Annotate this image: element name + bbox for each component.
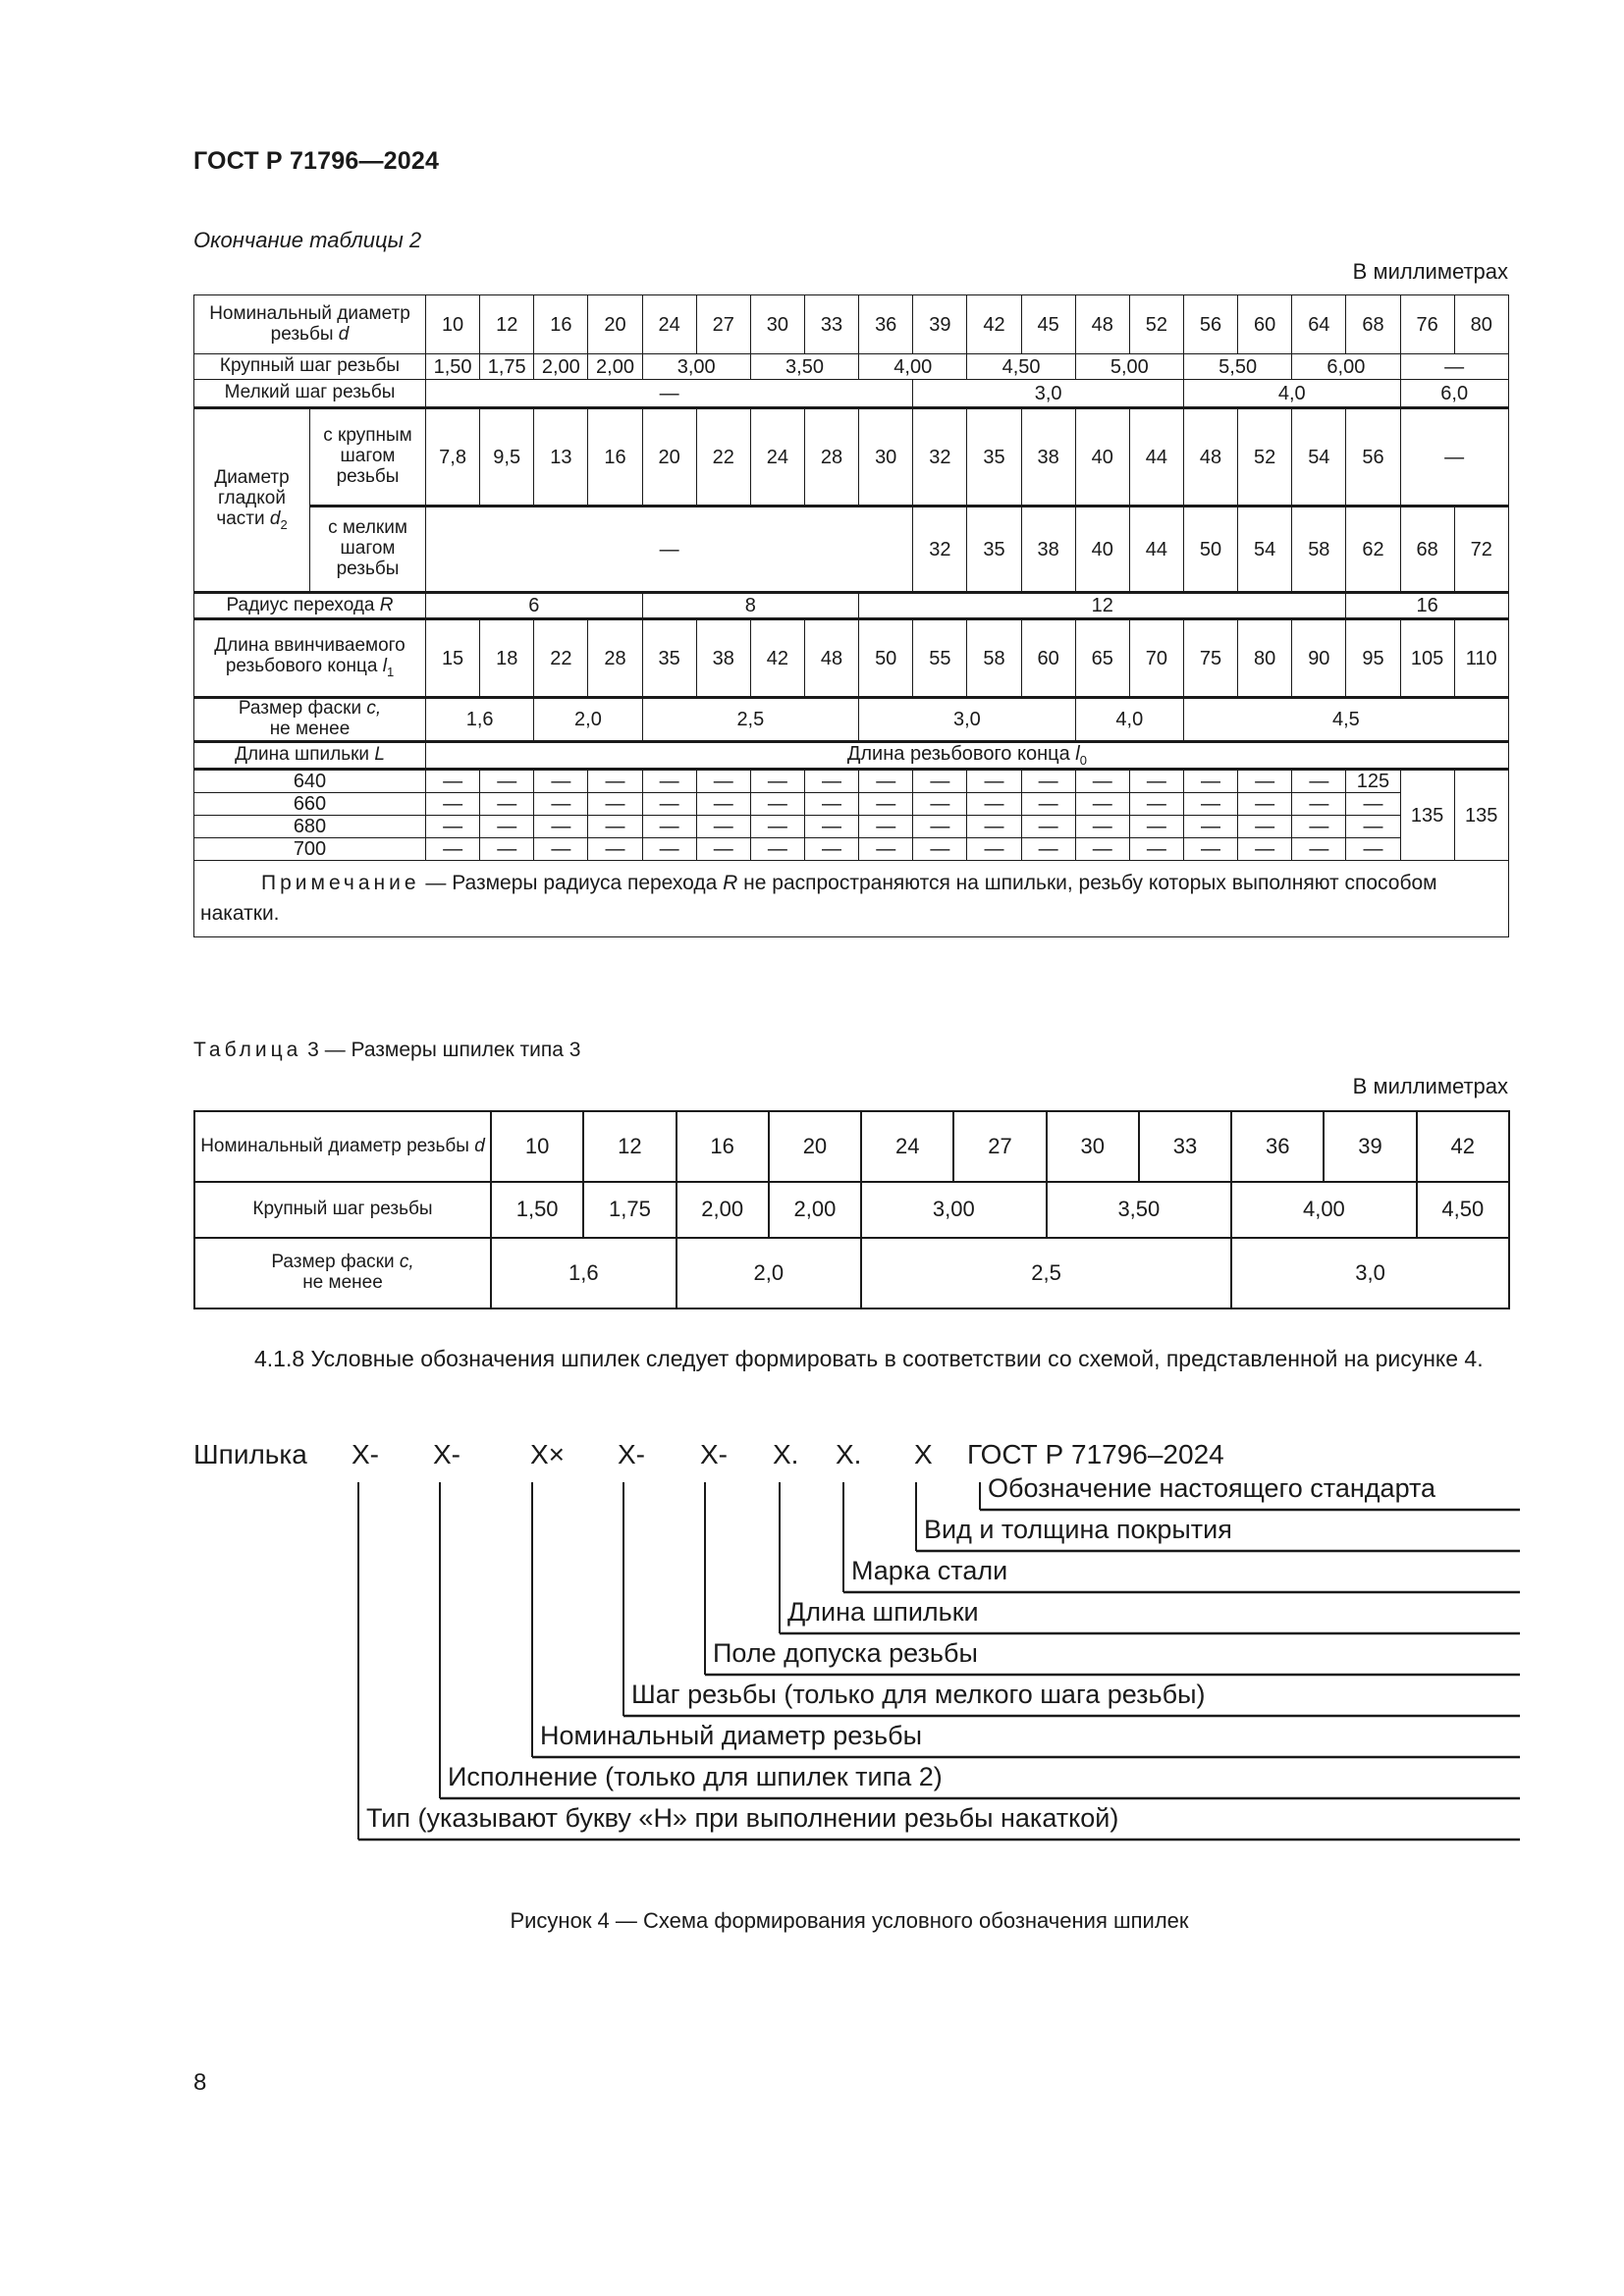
l1-cell: 60 [1021,619,1075,698]
l1-cell: 58 [967,619,1021,698]
thread-end-cell: — [1346,838,1400,861]
designation-token: X [914,1439,933,1469]
length-value: 700 [194,838,426,861]
coarse-pitch-cell: 4,50 [1417,1182,1509,1238]
l1-cell: 70 [1129,619,1183,698]
l1-cell: 35 [642,619,696,698]
thread-end-cell: — [1183,770,1237,793]
symbol: L [374,743,385,765]
row-label-text: Диаметр гладкой части [214,466,290,529]
d2-fine-cell: 68 [1400,507,1454,593]
thread-end-cell: — [1129,770,1183,793]
diameter-cell: 42 [967,295,1021,354]
thread-end-cell: — [804,838,858,861]
thread-end-cell: — [696,838,750,861]
symbol: l [1075,742,1080,765]
thread-end-cell: — [1238,770,1292,793]
thread-end-cell: — [588,816,642,838]
d2-fine-cell: 58 [1292,507,1346,593]
diameter-cell: 12 [480,295,534,354]
d2-coarse-cell: 38 [1021,408,1075,507]
chamfer-cell: 3,0 [1231,1238,1509,1308]
diameter-cell: 60 [1238,295,1292,354]
thread-end-cell: — [426,838,480,861]
chamfer-cell: 4,5 [1183,698,1508,742]
thread-end-cell: — [804,816,858,838]
note-text-2: не распространяются на шпильки, резьбу которых выполняют способом накатки. [200,872,1437,925]
thread-end-cell: — [1346,816,1400,838]
thread-end-cell: — [1075,838,1129,861]
symbol: d [269,507,281,529]
l1-cell: 65 [1075,619,1129,698]
thread-end-cell: — [750,816,804,838]
thread-end-cell: — [1021,838,1075,861]
diameter-cell: 20 [588,295,642,354]
coarse-pitch-cell: 4,50 [967,354,1075,380]
chamfer-cell: 2,0 [677,1238,862,1308]
designation-token: X. [836,1439,862,1469]
row-label-text: Длина шпильки [235,743,375,765]
thread-end-cell: — [534,770,588,793]
d2-coarse-cell: 13 [534,408,588,507]
diameter-cell: 24 [642,295,696,354]
coarse-pitch-cell: 5,50 [1183,354,1291,380]
thread-end-cell: — [534,816,588,838]
thread-end-cell: — [1292,793,1346,816]
coarse-pitch-cell: 6,00 [1292,354,1400,380]
l1-cell: 110 [1454,619,1508,698]
diameter-cell: 80 [1454,295,1508,354]
d2-fine-cell: 40 [1075,507,1129,593]
designation-token: X× [530,1439,566,1469]
note-label: Примечание [261,872,420,895]
diameter-cell: 27 [953,1111,1046,1182]
l1-cell: 28 [588,619,642,698]
thread-end-cell: 125 [1346,770,1400,793]
coarse-pitch-cell: 2,00 [769,1182,861,1238]
symbol-subscript: 2 [280,516,288,532]
designation-label: Тип (указывают букву «Н» при выполнении резьбы накаткой) [366,1803,1119,1833]
thread-end-cell: — [1292,770,1346,793]
thread-end-cell: — [426,770,480,793]
diameter-cell: 52 [1129,295,1183,354]
coarse-pitch-cell: 3,00 [642,354,750,380]
l1-cell: 50 [859,619,913,698]
thread-end-cell: — [696,770,750,793]
thread-end-cell: — [1346,793,1400,816]
table-continuation-caption: Окончание таблицы 2 [193,228,422,252]
thread-end-cell: — [913,838,967,861]
l1-cell: 18 [480,619,534,698]
d2-coarse-cell: 52 [1238,408,1292,507]
radius-cell: 12 [859,593,1346,619]
thread-end-cell: — [642,838,696,861]
coarse-pitch-cell: 4,00 [859,354,967,380]
table3-caption-text: 3 — Размеры шпилек типа 3 [301,1039,581,1061]
symbol: c, [399,1252,414,1273]
radius-cell: 6 [426,593,643,619]
designation-label: Марка стали [851,1556,1008,1585]
designation-token: X- [352,1439,379,1469]
symbol: R [723,872,738,895]
diameter-cell: 56 [1183,295,1237,354]
thread-end-cell: — [804,793,858,816]
thread-end-merged-cell: 135 [1454,770,1508,861]
table3-units: В миллиметрах [1352,1074,1508,1098]
diameter-cell: 30 [1047,1111,1139,1182]
coarse-pitch-cell: 3,50 [750,354,858,380]
thread-end-cell: — [426,793,480,816]
d2-coarse-cell: 24 [750,408,804,507]
symbol: R [379,594,394,615]
designation-label: Шаг резьбы (только для мелкого шага резьбы) [631,1680,1206,1709]
thread-end-cell: — [859,770,913,793]
length-value: 640 [194,770,426,793]
l1-cell: 105 [1400,619,1454,698]
thread-end-cell: — [913,793,967,816]
thread-end-cell: — [750,838,804,861]
diameter-cell: 27 [696,295,750,354]
coarse-pitch-cell: 1,75 [583,1182,676,1238]
thread-end-cell: — [967,770,1021,793]
d2-fine-cell: 72 [1454,507,1508,593]
d2-coarse-cell: 7,8 [426,408,480,507]
coarse-pitch-cell: 1,50 [426,354,480,380]
diameter-cell: 64 [1292,295,1346,354]
diameter-cell: 36 [859,295,913,354]
table3-caption-label: Таблица [193,1039,302,1061]
diameter-cell: 48 [1075,295,1129,354]
thread-end-cell: — [804,770,858,793]
d2-coarse-cell: 9,5 [480,408,534,507]
designation-label: Обозначение настоящего стандарта [988,1473,1436,1503]
radius-cell: 16 [1346,593,1508,619]
row-label: Крупный шаг резьбы [194,354,426,380]
designation-label: Вид и толщина покрытия [924,1515,1232,1544]
d2-fine-cell: 62 [1346,507,1400,593]
diameter-cell: 24 [861,1111,953,1182]
row-label-suffix: не менее [302,1272,383,1293]
document-header: ГОСТ Р 71796—2024 [193,147,440,175]
d2-coarse-cell: 40 [1075,408,1129,507]
thread-end-cell: — [1238,838,1292,861]
symbol: l [382,656,387,677]
l1-cell: 75 [1183,619,1237,698]
row-label-text: Радиус перехода [226,594,380,615]
thread-end-cell: — [750,793,804,816]
designation-token: X- [433,1439,460,1469]
row-sublabel: с крупным шагом резьбы [310,408,426,507]
diameter-cell: 33 [1139,1111,1231,1182]
designation-token: X. [773,1439,799,1469]
diameter-cell: 16 [534,295,588,354]
designation-label: Длина шпильки [787,1597,979,1627]
diameter-cell: 39 [913,295,967,354]
thread-end-merged-cell: 135 [1400,770,1454,861]
diameter-cell: 42 [1417,1111,1509,1182]
fine-pitch-cell: — [426,380,913,408]
thread-end-cell: — [967,816,1021,838]
designation-label: Исполнение (только для шпилек типа 2) [448,1762,943,1791]
l1-cell: 42 [750,619,804,698]
thread-end-cell: — [859,793,913,816]
d2-coarse-cell: 28 [804,408,858,507]
d2-coarse-cell: 35 [967,408,1021,507]
thread-end-cell: — [1238,816,1292,838]
row-label-text: Номинальный диаметр резьбы [200,1135,475,1156]
designation-prefix: Шпилька [193,1439,307,1469]
fine-pitch-cell: 4,0 [1183,380,1400,408]
d2-coarse-cell: 44 [1129,408,1183,507]
chamfer-cell: 2,0 [534,698,642,742]
chamfer-cell: 3,0 [859,698,1076,742]
thread-end-cell: — [1183,793,1237,816]
diameter-cell: 16 [677,1111,769,1182]
d2-coarse-cell: 56 [1346,408,1400,507]
diameter-cell: 10 [491,1111,583,1182]
thread-end-cell: — [1183,838,1237,861]
thread-end-cell: — [859,838,913,861]
thread-end-cell: — [696,816,750,838]
chamfer-cell: 1,6 [491,1238,677,1308]
diameter-cell: 33 [804,295,858,354]
designation-token: X- [700,1439,728,1469]
symbol: d [338,323,350,345]
l1-cell: 15 [426,619,480,698]
thread-end-cell: — [642,816,696,838]
row-label: Мелкий шаг резьбы [194,380,426,408]
symbol: c, [366,698,382,719]
d2-coarse-cell: 16 [588,408,642,507]
thread-end-cell: — [642,770,696,793]
coarse-pitch-cell: 2,00 [677,1182,769,1238]
symbol: d [474,1135,485,1156]
note-text: — Размеры радиуса перехода [419,872,724,895]
diameter-cell: 45 [1021,295,1075,354]
thread-end-cell: — [480,770,534,793]
thread-end-cell: — [1129,838,1183,861]
coarse-pitch-cell: 4,00 [1231,1182,1417,1238]
l1-cell: 95 [1346,619,1400,698]
diameter-cell: 39 [1324,1111,1416,1182]
l1-cell: 90 [1292,619,1346,698]
diameter-cell: 36 [1231,1111,1324,1182]
l1-cell: 38 [696,619,750,698]
designation-standard: ГОСТ Р 71796–2024 [967,1439,1224,1469]
thread-end-cell: — [1075,793,1129,816]
coarse-pitch-cell: 1,50 [491,1182,583,1238]
coarse-pitch-cell: 1,75 [480,354,534,380]
thread-end-cell: — [967,793,1021,816]
diameter-cell: 12 [583,1111,676,1182]
d2-coarse-cell: 48 [1183,408,1237,507]
l1-cell: 55 [913,619,967,698]
d2-fine-cell: 44 [1129,507,1183,593]
coarse-pitch-cell: 5,00 [1075,354,1183,380]
thread-end-cell: — [642,793,696,816]
row-label-text: Длина резьбового конца [846,742,1076,765]
thread-end-cell: — [1238,793,1292,816]
diameter-cell: 20 [769,1111,861,1182]
thread-end-cell: — [1075,770,1129,793]
thread-end-cell: — [1292,838,1346,861]
d2-coarse-cell: 54 [1292,408,1346,507]
designation-label: Номинальный диаметр резьбы [540,1721,922,1750]
row-label-text: Размер фаски [238,698,367,719]
coarse-pitch-cell: 2,00 [534,354,588,380]
thread-end-cell: — [859,816,913,838]
row-label-suffix: не менее [269,718,351,739]
diameter-cell: 10 [426,295,480,354]
designation-token: X- [618,1439,645,1469]
page-number: 8 [193,2069,207,2096]
d2-coarse-cell: 20 [642,408,696,507]
thread-end-cell: — [913,816,967,838]
d2-coarse-cell: 32 [913,408,967,507]
row-label-text: Длина ввинчиваемого резьбового конца [214,635,406,677]
thread-end-cell: — [1129,793,1183,816]
coarse-pitch-cell: — [1400,354,1508,380]
thread-end-cell: — [480,838,534,861]
paragraph-text: 4.1.8 Условные обозначения шпилек следует формировать в соответствии со схемой, представленной на рисунке 4. [254,1346,1484,1371]
diameter-cell: 76 [1400,295,1454,354]
length-value: 680 [194,816,426,838]
chamfer-cell: 1,6 [426,698,534,742]
d2-coarse-cell: — [1400,408,1508,507]
d2-fine-cell: 32 [913,507,967,593]
coarse-pitch-cell: 2,00 [588,354,642,380]
thread-end-cell: — [696,793,750,816]
thread-end-cell: — [534,838,588,861]
row-label: Крупный шаг резьбы [194,1182,491,1238]
thread-end-cell: — [913,770,967,793]
coarse-pitch-cell: 3,00 [861,1182,1047,1238]
diameter-cell: 30 [750,295,804,354]
thread-end-cell: — [1183,816,1237,838]
thread-end-cell: — [480,793,534,816]
thread-end-cell: — [967,838,1021,861]
d2-coarse-cell: 30 [859,408,913,507]
figure-caption: Рисунок 4 — Схема формирования условного обозначения шпилек [510,1908,1189,1933]
coarse-pitch-cell: 3,50 [1047,1182,1232,1238]
radius-cell: 8 [642,593,859,619]
thread-end-cell: — [1021,793,1075,816]
thread-end-cell: — [1129,816,1183,838]
thread-end-cell: — [588,838,642,861]
chamfer-cell: 4,0 [1075,698,1183,742]
thread-end-cell: — [1075,816,1129,838]
fine-pitch-cell: 3,0 [913,380,1184,408]
table2-units: В миллиметрах [1352,259,1508,284]
d2-fine-cell: 38 [1021,507,1075,593]
thread-end-cell: — [588,793,642,816]
symbol-subscript: 0 [1079,752,1087,768]
d2-fine-cell: 50 [1183,507,1237,593]
symbol-subscript: 1 [386,665,395,680]
fine-pitch-cell: 6,0 [1400,380,1508,408]
thread-end-cell: — [1021,770,1075,793]
row-label-text: Номинальный диаметр резьбы [209,302,410,345]
thread-end-cell: — [480,816,534,838]
thread-end-cell: — [534,793,588,816]
thread-end-cell: — [750,770,804,793]
chamfer-cell: 2,5 [861,1238,1231,1308]
l1-cell: 22 [534,619,588,698]
chamfer-cell: 2,5 [642,698,859,742]
l1-cell: 48 [804,619,858,698]
d2-fine-cell: — [426,507,913,593]
l1-cell: 80 [1238,619,1292,698]
thread-end-cell: — [1292,816,1346,838]
thread-end-cell: — [588,770,642,793]
designation-label: Поле допуска резьбы [713,1638,978,1668]
length-value: 660 [194,793,426,816]
diameter-cell: 68 [1346,295,1400,354]
thread-end-cell: — [426,816,480,838]
d2-fine-cell: 35 [967,507,1021,593]
thread-end-cell: — [1021,816,1075,838]
d2-coarse-cell: 22 [696,408,750,507]
row-label-text: Размер фаски [271,1252,400,1273]
d2-fine-cell: 54 [1238,507,1292,593]
row-sublabel: с мелким шагом резьбы [310,507,426,593]
